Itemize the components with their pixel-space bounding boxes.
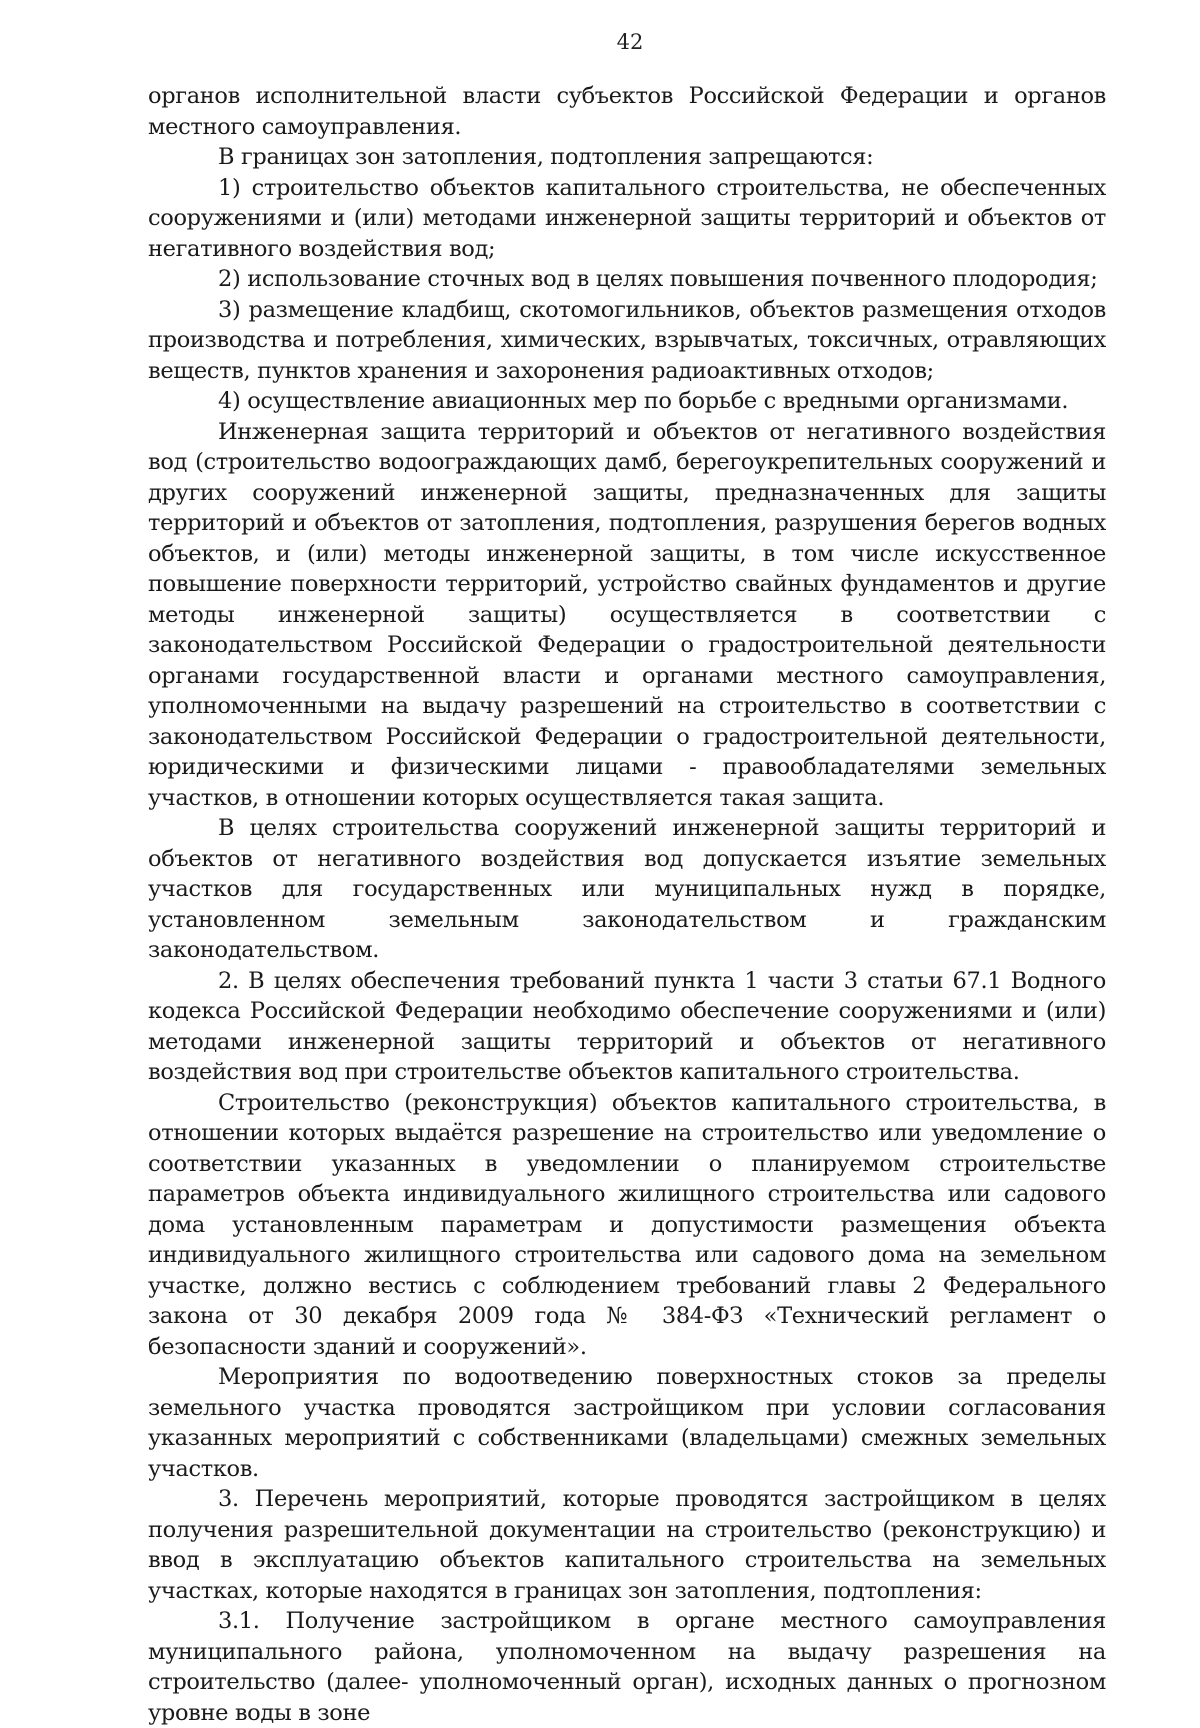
subsection-paragraph: 3.1. Получение застройщиком в органе местного самоуправления муниципального района, уполномоченном на выдачу разрешения на строительство (далее- уполномоченный орган), исходных данных о прогнозном уровне воды в зоне	[148, 1608, 1106, 1726]
page-number: 42	[616, 30, 644, 54]
paragraph: Инженерная защита территорий и объектов от негативного воздействия вод (строительство водоограждающих дамб, берегоукрепительных сооружений и других сооружений инженерной защиты, предназначенных для защиты территорий и объектов от затопления, подтопления, разрушения берегов водных объектов, и (или) методы инженерной защиты, в том числе искусственное повышение поверхности территорий, устройство свайных фундаментов и другие методы инженерной защиты) осуществляется в соответствии с законодательством Российской Федерации о градостроительной деятельности органами государственной власти и органами местного самоуправления, уполномоченными на выдачу разрешений на строительство в соответствии с законодательством Российской Федерации о градостроительной деятельности, юридическими и физическими лицами - правообладателями земельных участков, в отношении которых осуществляется такая защита.	[148, 418, 1106, 811]
paragraph: Строительство (реконструкция) объектов капитального строительства, в отношении которых выдаётся разрешение на строительство или уведомление о соответствии указанных в уведомлении о планируемом строительстве параметров объекта индивидуального жилищного строительства или садового дома установленным параметрам и допустимости размещения объекта индивидуального жилищного строительства или садового дома на земельном участке, должно вестись с соблюдением требований главы 2 Федерального закона от 30 декабря 2009 года № 384-ФЗ «Технический регламент о безопасности зданий и сооружений».	[148, 1089, 1106, 1360]
section-paragraph: 3. Перечень мероприятий, которые проводятся застройщиком в целях получения разрешительной документации на строительство (реконструкцию) и ввод в эксплуатацию объектов капитального строительства на земельных участках, которые находятся в границах зон затопления, подтопления:	[148, 1486, 1106, 1604]
paragraph: В целях строительства сооружений инженерной защиты территорий и объектов от негативного воздействия вод допускается изъятие земельных участков для государственных или муниципальных нужд в порядке, установленном земельным законодательством и гражданским законодательством.	[148, 815, 1106, 963]
list-item-paragraph: 3) размещение кладбищ, скотомогильников, объектов размещения отходов производства и потребления, химических, взрывчатых, токсичных, отравляющих веществ, пунктов хранения и захоронения радиоактивных отходов;	[148, 296, 1106, 384]
list-item-paragraph: 4) осуществление авиационных мер по борьбе с вредными организмами.	[218, 388, 1069, 414]
paragraph: В границах зон затопления, подтопления запрещаются:	[218, 144, 874, 170]
document-body	[148, 81, 1106, 1728]
section-paragraph: 2. В целях обеспечения требований пункта 1 части 3 статьи 67.1 Водного кодекса Российской Федерации необходимо обеспечение сооружениями и (или) методами инженерной защиты территорий и объектов от негативного воздействия вод при строительстве объектов капитального строительства.	[148, 967, 1106, 1085]
paragraph: органов исполнительной власти субъектов Российской Федерации и органов местного самоуправления.	[148, 83, 1106, 140]
paragraph: Мероприятия по водоотведению поверхностных стоков за пределы земельного участка проводятся застройщиком при условии согласования указанных мероприятий с собственниками (владельцами) смежных земельных участков.	[148, 1364, 1106, 1482]
list-item-paragraph: 2) использование сточных вод в целях повышения почвенного плодородия;	[218, 266, 1098, 292]
list-item-paragraph: 1) строительство объектов капитального строительства, не обеспеченных сооружениями и (или) методами инженерной защиты территорий и объектов от негативного воздействия вод;	[148, 174, 1106, 262]
